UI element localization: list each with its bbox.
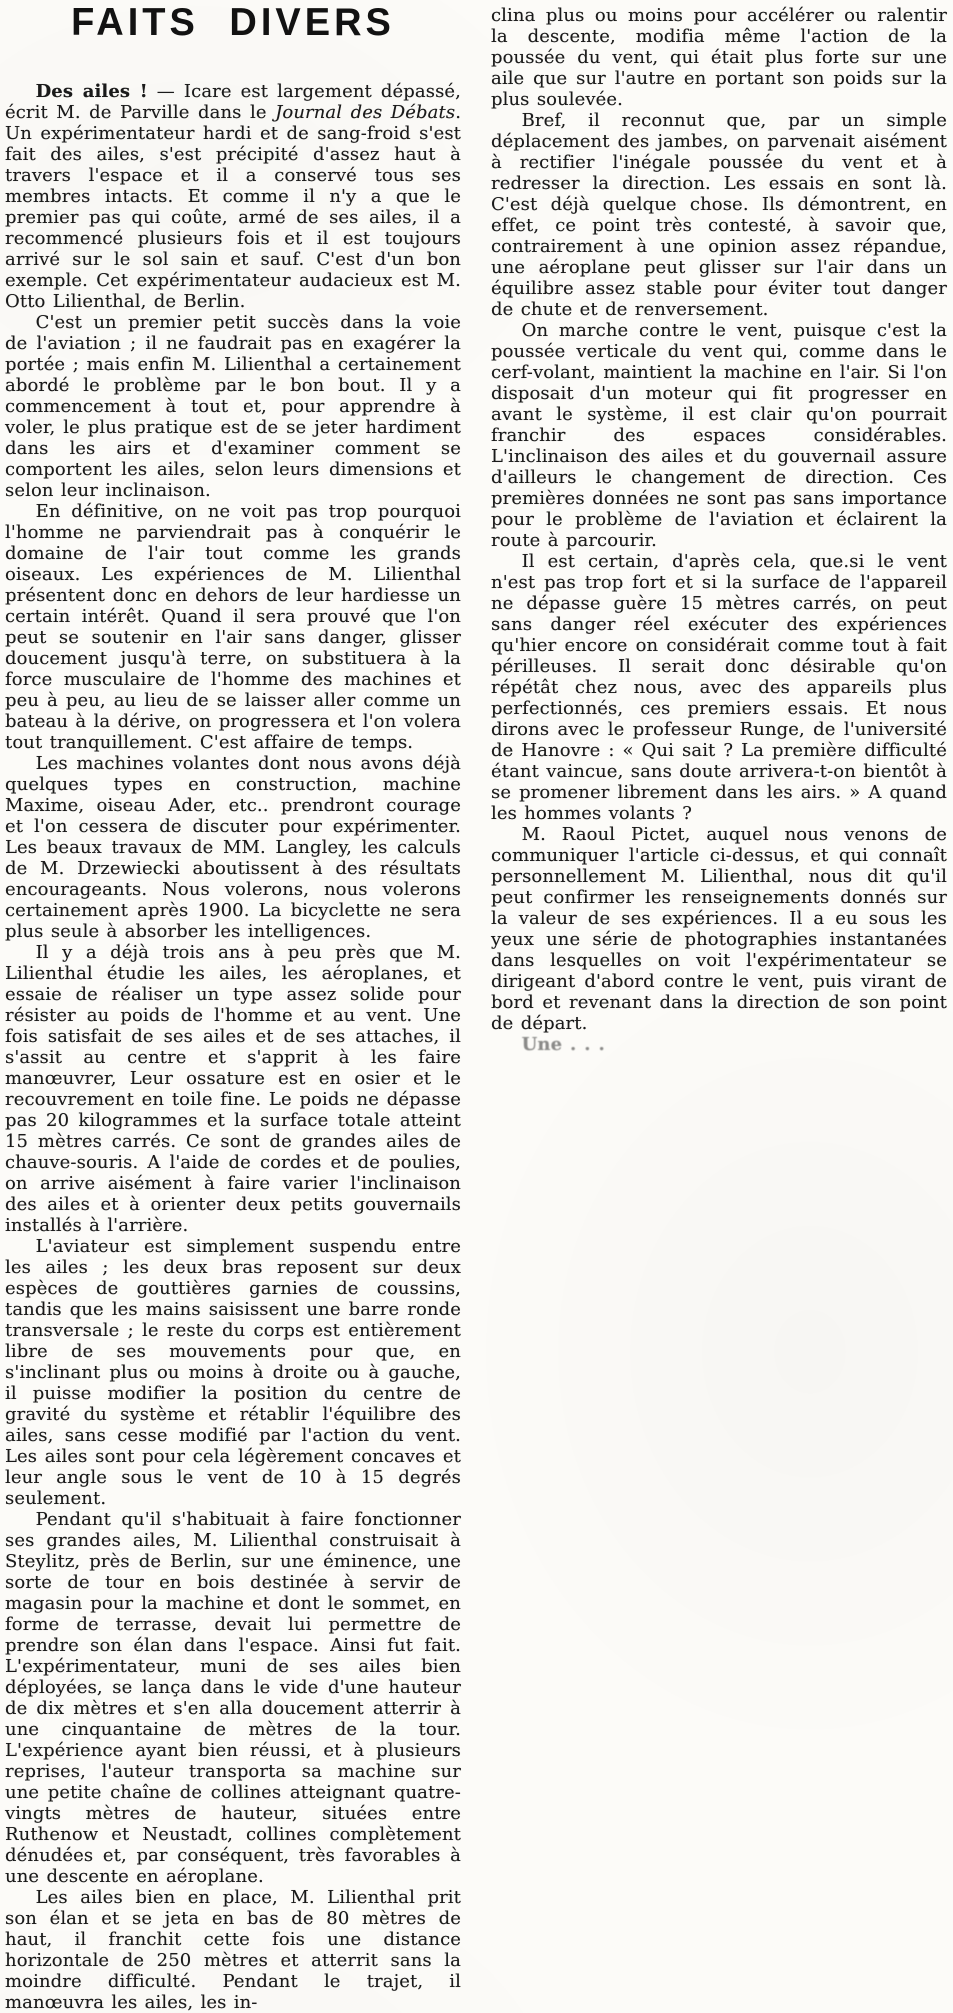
text-segment: C'est un premier petit succès dans la voie de l'aviation ; il ne faudrait pas en exagérer la portée ; mais enfin M. Lilienthal a certainement abordé le problème par le bon bout. Il y a commencement à tout et, pour apprendre à voler, le plus pratique est de se jeter hardiment dans les airs et d'examiner comment se comportent les ailes, selon leurs dimensions et selon leur inclinaison.	[5, 312, 461, 501]
text-segment: Une . . .	[521, 1034, 605, 1055]
text-segment: . Un expérimentateur hardi et de sang-froid s'est fait des ailes, s'est précipité d'assez haut à travers l'espace et il a conservé tous ses membres intacts. Et comme il n'y a que le premier pas qui coûte, armé de ses ailes, il a recommencé plusieurs fois et il est toujours arrivé sur le sol sain et sauf. C'est d'un bon exemple. Cet expérimentateur audacieux est M. Otto Lilienthal, de Berlin.	[5, 102, 462, 312]
text-segment: Bref, il reconnut que, par un simple déplacement des jambes, on parvenait aisément à rectifier l'inégale poussée du vent et à redresser la direction. Les essais en sont là. C'est déjà quelque chose. Ils démontrent, en effet, ce point très contesté, à savoir que, contrairement à une opinion assez répandue, une aéroplane peut glisser sur l'air dans un équilibre assez stable pour éviter tout danger de chute et de renversement.	[491, 110, 947, 320]
paragraph	[491, 824, 947, 1034]
text-segment: En définitive, on ne voit pas trop pourquoi l'homme ne parviendrait pas à conquérir le domaine de l'air tout comme les grands oiseaux. Les expériences de M. Lilienthal présentent donc en dehors de leur hardiesse un certain intérêt. Quand il sera prouvé que l'on peut se soutenir en l'air sans danger, glisser doucement jusqu'à terre, on substituera à la force musculaire de l'homme des machines et peu à peu, au lieu de se laisser aller comme un bateau à la dérive, on progressera et l'on volera tout tranquillement. C'est affaire de temps.	[5, 501, 461, 753]
paragraph	[5, 312, 461, 501]
paragraph	[5, 1509, 461, 1887]
text-segment: L'aviateur est simplement suspendu entre les ailes ; les deux bras reposent sur deux espèces de gouttières garnies de coussins, tandis que les mains saisissent une barre ronde transversale ; le reste du corps est entièrement libre de ses mouvements pour que, en s'inclinant plus ou moins à droite ou à gauche, il puisse modifier la position du centre de gravité du système et rétablir l'équilibre des ailes, sans cesse modifié par l'action du vent. Les ailes sont pour cela légèrement concaves et leur angle sous le vent de 10 à 15 degrés seulement.	[5, 1236, 461, 1509]
text-segment: — Icare est largement dépassé, écrit M. de Parville dans le	[5, 81, 461, 123]
paragraph	[491, 551, 947, 824]
text-segment: Pendant qu'il s'habituait à faire fonctionner ses grandes ailes, M. Lilienthal construisait à Steylitz, près de Berlin, sur une éminence, une sorte de tour en bois destinée à servir de magasin pour la machine et dont le sommet, en forme de terrasse, devait lui permettre de prendre son élan dans l'espace. Ainsi fut fait. L'expérimentateur, muni de ses ailes bien déployées, se lança dans le vide d'une hauteur de dix mètres et s'en alla doucement atterrir à une cinquantaine de mètres de la tour. L'expérience ayant bien réussi, et à plusieurs reprises, l'auteur transporta sa machine sur une petite chaîne de collines atteignant quatre-vingts mètres de hauteur, situées entre Ruthenow et Neustadt, collines complètement dénudées et, par conséquent, très favorables à une descente en aéroplane.	[5, 1509, 461, 1887]
paragraph	[491, 5, 947, 110]
paragraph	[491, 110, 947, 320]
column-left	[5, 81, 461, 2013]
paragraph	[5, 942, 461, 1236]
text-segment: Il y a déjà trois ans à peu près que M. Lilienthal étudie les ailes, les aéroplanes, et essaie de réaliser un type assez solide pour résister au poids de l'homme et au vent. Une fois satisfait de ses ailes et de ses attaches, il s'assit au centre et s'apprit à les faire manœuvrer, Leur ossature est en osier et le recouvrement en toile fine. Le poids ne dépasse pas 20 kilogrammes et la surface totale atteint 15 mètres carrés. Ce sont de grandes ailes de chauve-souris. A l'aide de cordes et de poulies, on arrive aisément à faire varier l'inclinaison des ailes et à orienter deux petits gouvernails installés à l'arrière.	[5, 942, 461, 1236]
text-segment: Des ailes !	[35, 81, 148, 102]
paragraph	[5, 501, 461, 753]
text-segment: Journal des Débats	[275, 102, 456, 123]
text-segment: On marche contre le vent, puisque c'est la poussée verticale du vent qui, comme dans le cerf-volant, maintient la machine en l'air. Si l'on disposait d'un moteur qui fit progresser en avant le système, il est clair qu'on pourrait franchir des espaces considérables. L'inclinaison des ailes et du gouvernail assure d'ailleurs le changement de direction. Ces premières données ne sont pas sans importance pour le problème de l'aviation et éclairent la route à parcourir.	[491, 320, 947, 551]
text-segment: Il est certain, d'après cela, que.si le vent n'est pas trop fort et si la surface de l'appareil ne dépasse guère 15 mètres carrés, on peut sans danger réel exécuter des expériences qu'hier encore on considérait comme tout à fait périlleuses. Il serait donc désirable qu'on répétât chez nous, avec des appareils plus perfectionnés, ces premiers essais. Et nous dirons avec le professeur Runge, de l'université de Hanovre : « Qui sait ? La première difficulté étant vaincue, sans doute arrivera-t-on bientôt à se promener librement dans les airs. » A quand les hommes volants ?	[491, 551, 947, 824]
article-title: FAITS DIVERS	[71, 1, 395, 45]
paragraph	[5, 81, 461, 312]
column-right	[491, 5, 947, 1055]
text-segment: Les machines volantes dont nous avons déjà quelques types en construction, machine Maxime, oiseau Ader, etc.. prendront courage et l'on cessera de discuter pour expérimenter. Les beaux travaux de MM. Langley, les calculs de M. Drzewiecki aboutissent à des résultats encourageants. Nous volerons, nous volerons certainement après 1900. La bicyclette ne sera plus seule à absorber les intelligences.	[5, 753, 461, 942]
paragraph	[5, 1236, 461, 1509]
text-segment: Les ailes bien en place, M. Lilienthal prit son élan et se jeta en bas de 80 mètres de haut, il franchit cette fois une distance horizontale de 250 mètres et atterrit sans la moindre difficulté. Pendant le trajet, il manœuvra les ailes, les in-	[5, 1887, 461, 2013]
paragraph	[491, 1034, 947, 1055]
text-segment: M. Raoul Pictet, auquel nous venons de communiquer l'article ci-dessus, et qui connaît personnellement M. Lilienthal, nous dit qu'il peut confirmer les renseignements donnés sur la valeur de ses expériences. Il a eu sous les yeux une série de photographies instantanées dans lesquelles on voit l'expérimentateur se dirigeant d'abord contre le vent, puis virant de bord et revenant dans la direction de son point de départ.	[491, 824, 947, 1034]
text-segment: clina plus ou moins pour accélérer ou ralentir la descente, modifia même l'action de la poussée du vent, qui était plus forte sur une aile que sur l'autre en portant son poids sur la plus soulevée.	[491, 5, 947, 110]
paragraph	[491, 320, 947, 551]
paragraph	[5, 753, 461, 942]
paragraph	[5, 1887, 461, 2013]
